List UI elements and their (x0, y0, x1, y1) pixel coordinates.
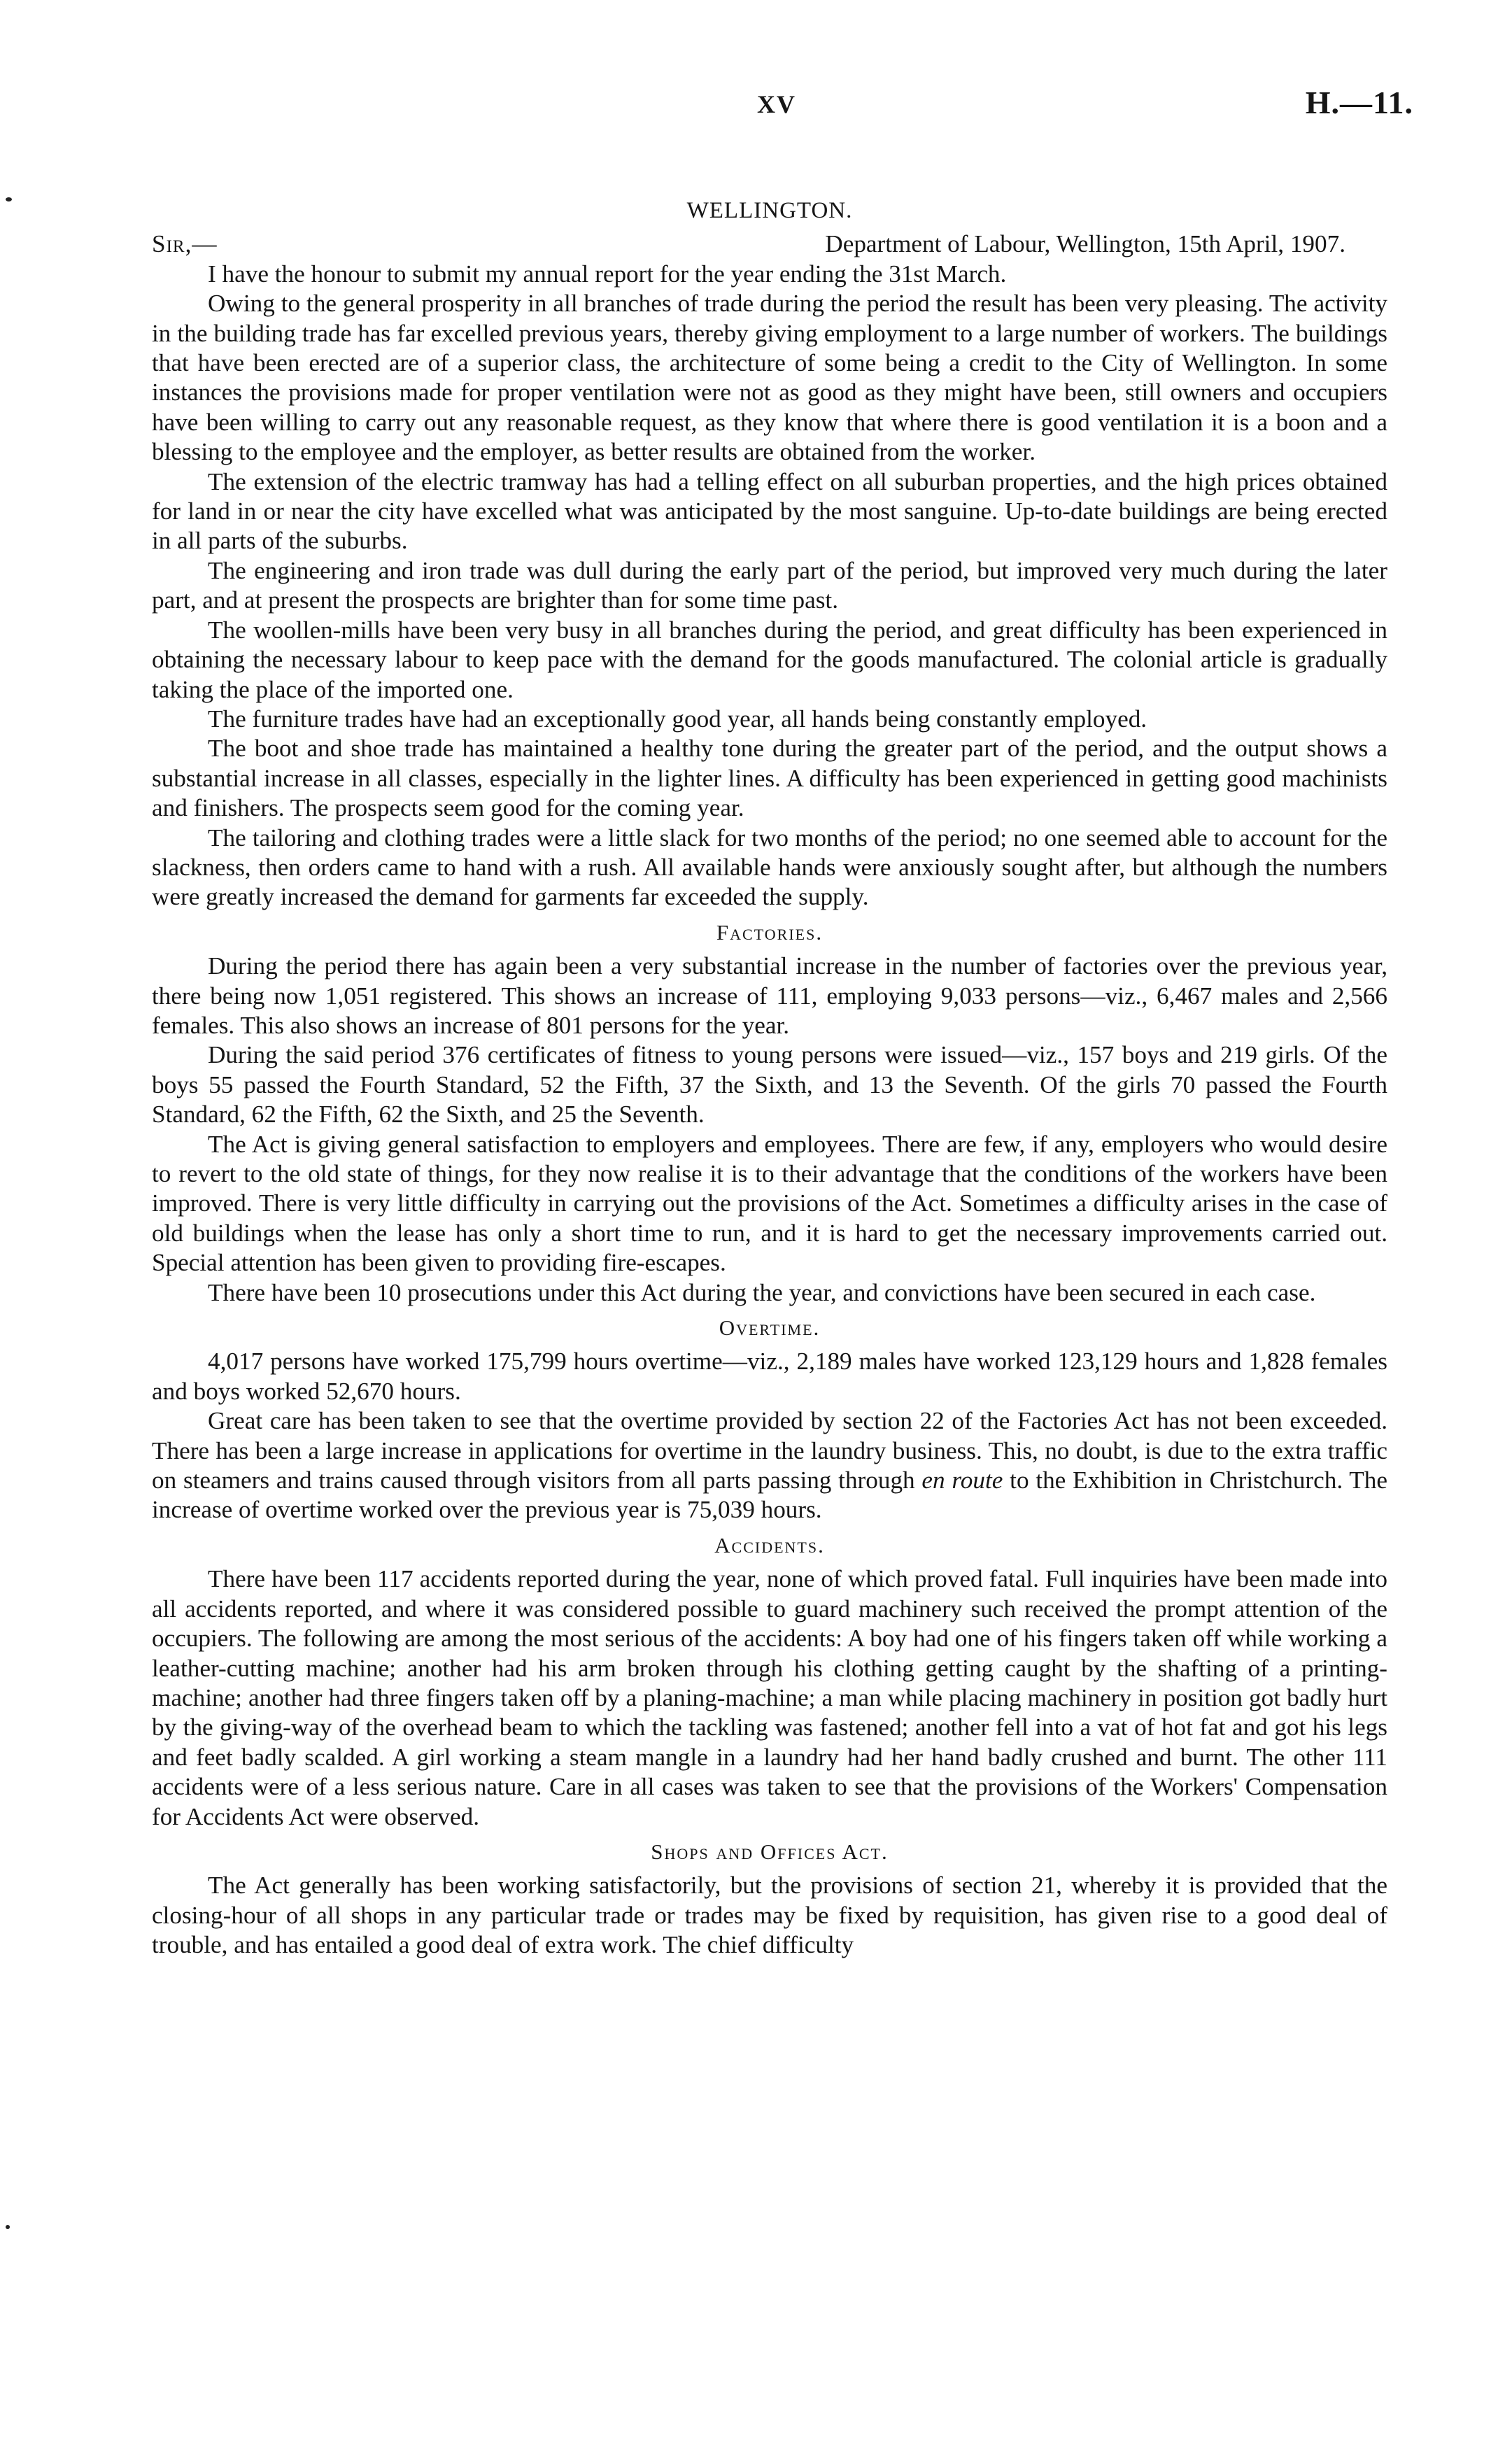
accidents-heading: Accidents. (714, 1532, 825, 1557)
paragraph: The tailoring and clothing trades were a little slack for two months of the period; no one seemed able to account for the slackness, then orders came to hand with a rush. All available hands were anxiously sought after, but although the numbers were greatly increased the demand for garments far exceeded the supply. (152, 823, 1387, 911)
paragraph: The Act is giving general satisfaction to employers and employees. There are few, if any, employers who would desire to revert to the old state of things, for they now realise it is to their advantage that the conditions of the workers have been improved. There is very little difficulty in carrying out the provisions of the Act. Sometimes a difficulty arises in the case of old buildings when the lease has only a short time to run, and it is hard to get the necessary improvements carried out. Special attention has been given to providing fire-escapes. (152, 1130, 1387, 1277)
scan-speck (6, 2225, 10, 2229)
factories-heading: Factories. (716, 919, 824, 945)
paragraph: The engineering and iron trade was dull during the early part of the period, but improved very much during the later part, and at present the prospects are brighter than for some time past. (152, 556, 1387, 614)
paragraph: During the period there has again been a very substantial increase in the number of factories over the previous year, there being now 1,051 registered. This shows an increase of 111, employing 9,033 persons—viz., 6,467 males and 2,566 females. This also shows an increase of 801 persons for the year. (152, 952, 1387, 1039)
scan-speck (6, 197, 12, 202)
paragraph: There have been 117 accidents reported during the year, none of which proved fatal. Full inquiries have been made into all accidents reported, and where it was considered possible to guard machinery such received the prompt attention of the occupiers. The following are among the most serious of the accidents: A boy had one of his fingers taken off while working a leather-cutting machine; another had his arm broken through his clothing getting caught by the shafting of a printing-machine; another had three fingers taken off by a planing-machine; a man while placing machinery in position got badly hurt by the giving-way of the overhead beam to which the tackling was fastened; another fell into a vat of hot fat and got his legs and feet badly scalded. A girl working a steam mangle in a laundry had her hand badly crushed and burnt. The other 111 accidents were of a less serious nature. Care in all cases was taken to see that the provisions of the Workers' Compensation for Accidents Act were observed. (152, 1565, 1387, 1830)
dateline: Department of Labour, Wellington, 15th April, 1907. (825, 230, 1345, 258)
text-run: to the Exhibition in Christchurch. The increase of overtime worked over the previous year is 75,039 hours. (152, 1466, 1387, 1524)
paragraph: The furniture trades have had an exceptionally good year, all hands being constantly employed. (208, 705, 1147, 733)
paragraph: The woollen-mills have been very busy in all branches during the period, and great difficulty has been experienced in obtaining the necessary labour to keep pace with the demand for the goods manufactured. The colonial article is gradually taking the place of the imported one. (152, 616, 1387, 703)
paragraph: The extension of the electric tramway has had a telling effect on all suburban properties, and the high prices obtained for land in or near the city have excelled what was anticipated by the most sanguine. Up-to-date buildings are being erected in all parts of the suburbs. (152, 467, 1387, 555)
text-run: Great care has been taken to see that the overtime provided by section 22 of the Factories Act has not been exceeded. There has been a large increase in applications for overtime in the laundry business. This, no doubt, is due to the extra traffic on steamers and trains caused through visitors from all parts passing through (152, 1407, 1387, 1494)
paragraph: The boot and shoe trade has maintained a healthy tone during the greater part of the period, and the output shows a substantial increase in all classes, especially in the lighter lines. A difficulty has been experienced in getting good machinists and finishers. The prospects seem good for the coming year. (152, 735, 1387, 822)
report-title: WELLINGTON. (686, 198, 853, 223)
shops-heading: Shops and Offices Act. (651, 1839, 889, 1864)
paragraph: During the said period 376 certificates of fitness to young persons were issued—viz., 157 boys and 219 girls. Of the boys 55 passed the Fourth Standard, 52 the Fifth, 37 the Sixth, and 13 the Seventh. Of the girls 70 passed the Fourth Standard, 62 the Fifth, 62 the Sixth, and 25 the Seventh. (152, 1041, 1387, 1129)
paragraph: I have the honour to submit my annual report for the year ending the 31st March. (208, 260, 1007, 288)
paragraph: Owing to the general prosperity in all branches of trade during the period the result has been very pleasing. The activity in the building trade has far excelled previous years, thereby giving employment to a large number of workers. The buildings that have been erected are of a superior class, the architecture of some being a credit to the City of Wellington. In some instances the provisions made for proper ventilation were not as good as they might have been, still owners and occupiers have been willing to carry out any reasonable request, as they know that where there is good ventilation it is a boon and a blessing to the employee and the employer, as better results are obtained from the worker. (152, 290, 1387, 466)
salutation: Sir,— (152, 230, 218, 258)
document-code: H.—11. (1305, 85, 1413, 120)
report-body (152, 190, 1387, 1960)
paragraph (152, 1406, 1387, 1525)
overtime-heading: Overtime. (719, 1315, 821, 1341)
italic-phrase: en route (921, 1466, 1003, 1494)
paragraph: There have been 10 prosecutions under this Act during the year, and convictions have been secured in each case. (208, 1278, 1316, 1306)
page-folio: XV (757, 90, 796, 118)
paragraph: 4,017 persons have worked 175,799 hours overtime—viz., 2,189 males have worked 123,129 hours and 1,828 females and boys worked 52,670 hours. (152, 1348, 1387, 1405)
salutation-line (152, 229, 1387, 259)
paragraph: The Act generally has been working satisfactorily, but the provisions of section 21, whereby it is provided that the closing-hour of all shops in any particular trade or trades may be fixed by requisition, has given rise to a good deal of trouble, and has entailed a good deal of extra work. The chief difficulty (152, 1872, 1387, 1959)
